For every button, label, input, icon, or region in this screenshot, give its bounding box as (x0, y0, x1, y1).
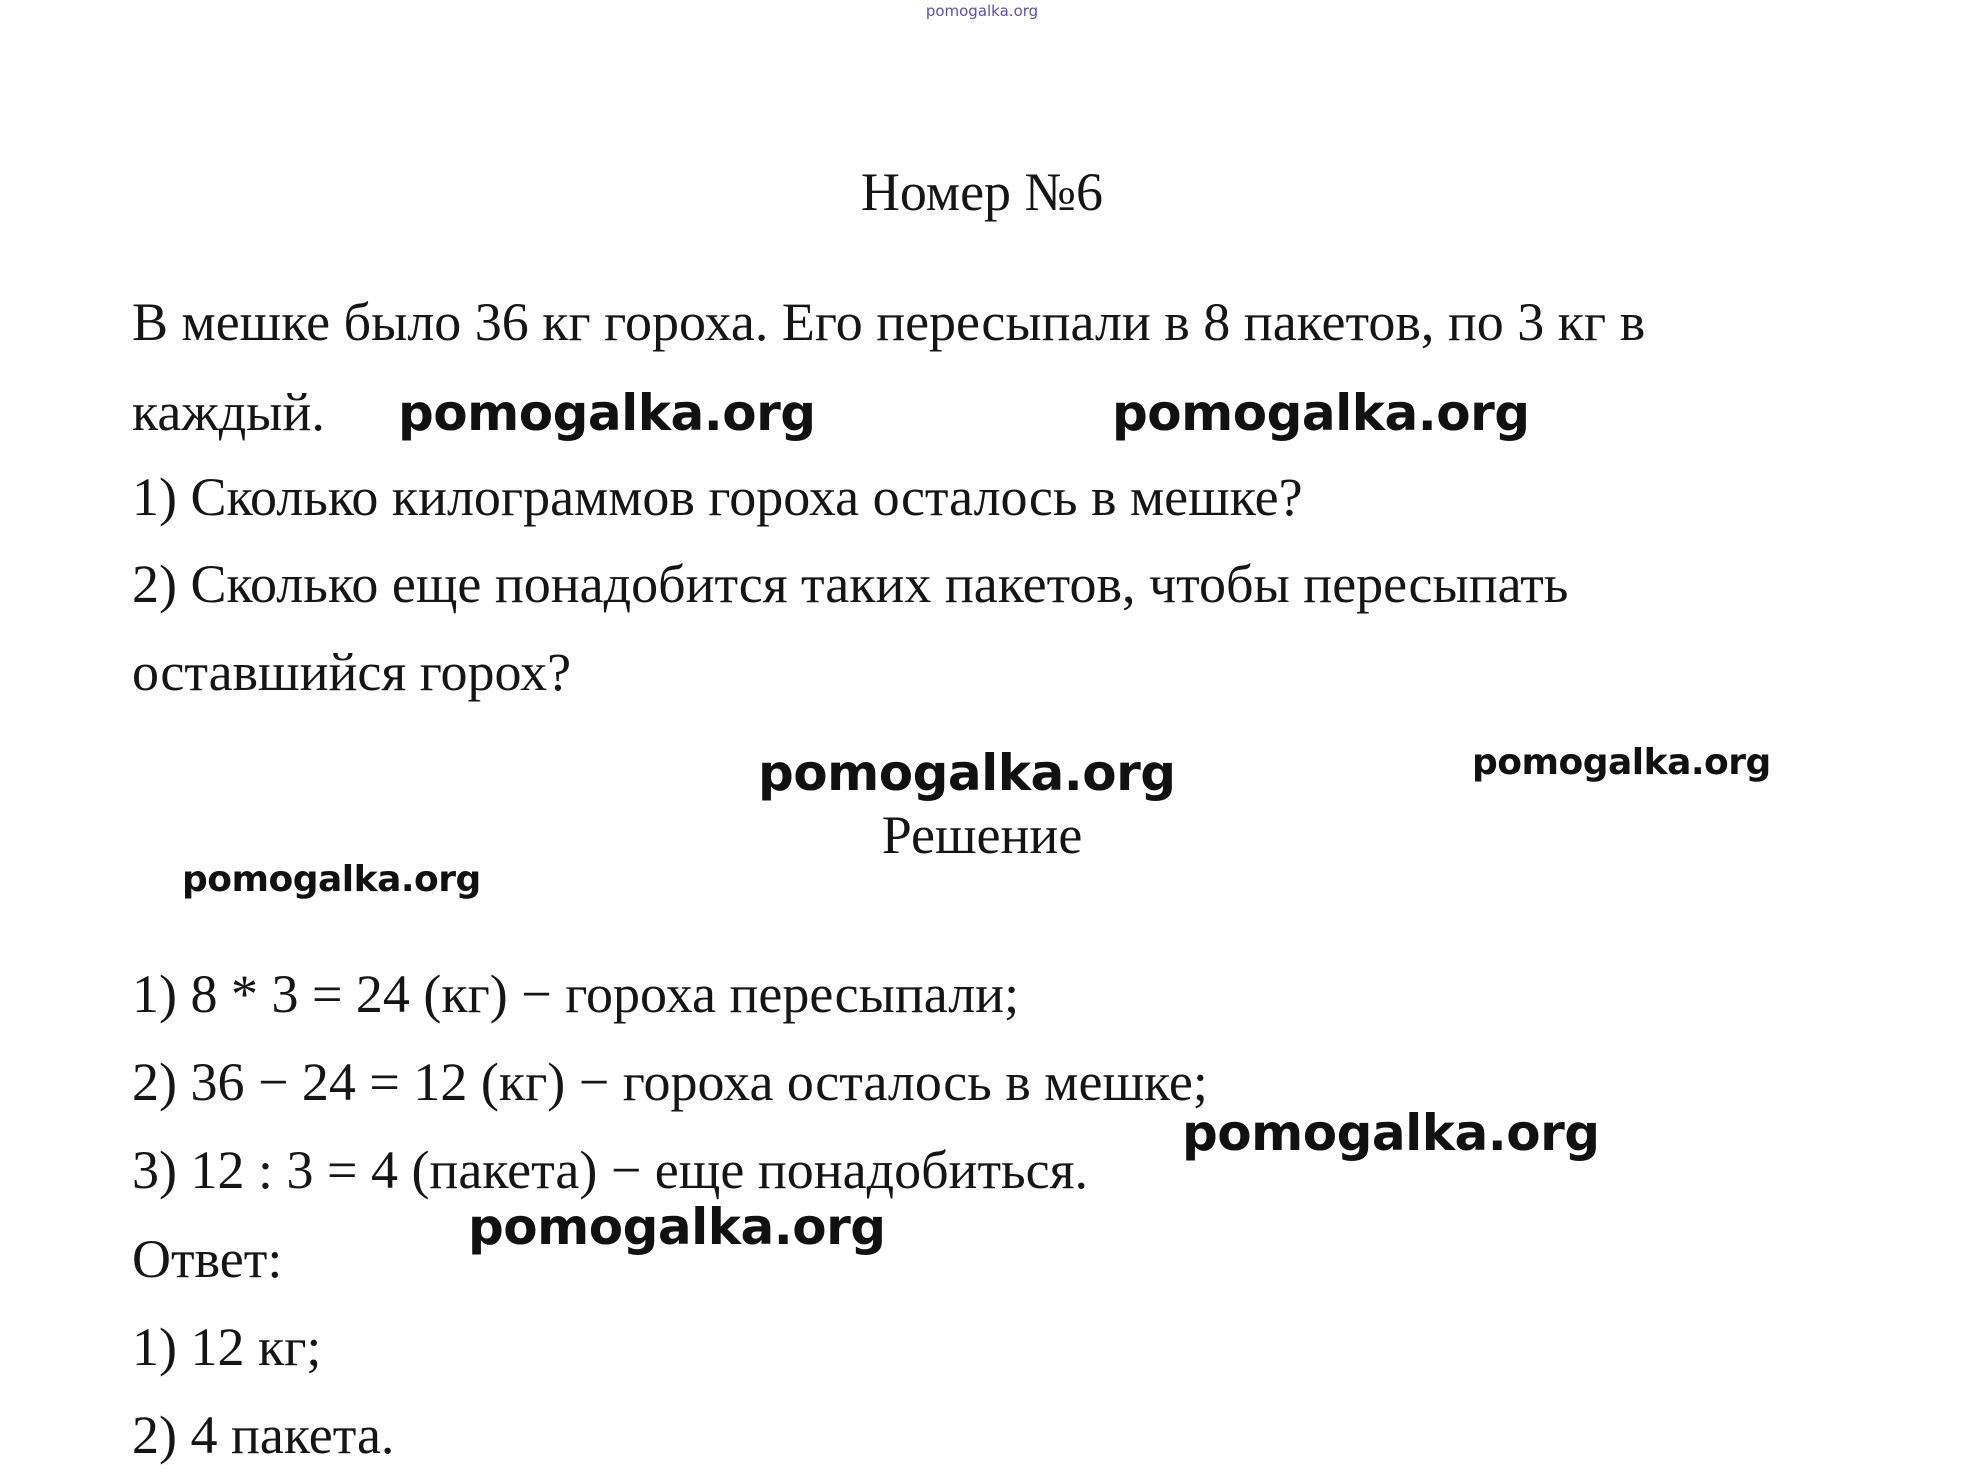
problem-line-2: каждый. (132, 382, 325, 442)
answer-1: 1) 12 кг; (132, 1317, 322, 1377)
question-1: 1) Сколько килограммов гороха осталось в мешке? (132, 467, 1303, 527)
problem-line-1: В мешке было 36 кг гороха. Его пересыпали в 8 пакетов, по 3 кг в (132, 292, 1646, 352)
watermark-2: pomogalka.org (1112, 384, 1530, 442)
question-2-line-2: оставшийся горох? (132, 642, 572, 702)
top-watermark: pomogalka.org (925, 2, 1039, 20)
solution-heading: Решение (881, 805, 1083, 865)
watermark-6: pomogalka.org (1182, 1104, 1600, 1162)
answer-label: Ответ: (132, 1229, 283, 1289)
question-2-line-1: 2) Сколько еще понадобится таких пакетов, чтобы пересыпать (132, 554, 1569, 614)
watermark-3: pomogalka.org (758, 744, 1176, 802)
solution-step-3: 3) 12 : 3 = 4 (пакета) − еще понадобиться. (132, 1140, 1088, 1200)
watermark-5: pomogalka.org (182, 859, 481, 900)
solution-step-1: 1) 8 * 3 = 24 (кг) − гороха пересыпали; (132, 964, 1020, 1024)
watermark-4: pomogalka.org (1472, 742, 1771, 783)
answer-2: 2) 4 пакета. (132, 1405, 395, 1465)
watermark-1: pomogalka.org (398, 384, 816, 442)
page-title: Номер №6 (860, 162, 1104, 222)
watermark-7: pomogalka.org (468, 1198, 886, 1256)
solution-step-2: 2) 36 − 24 = 12 (кг) − гороха осталось в мешке; (132, 1052, 1208, 1112)
